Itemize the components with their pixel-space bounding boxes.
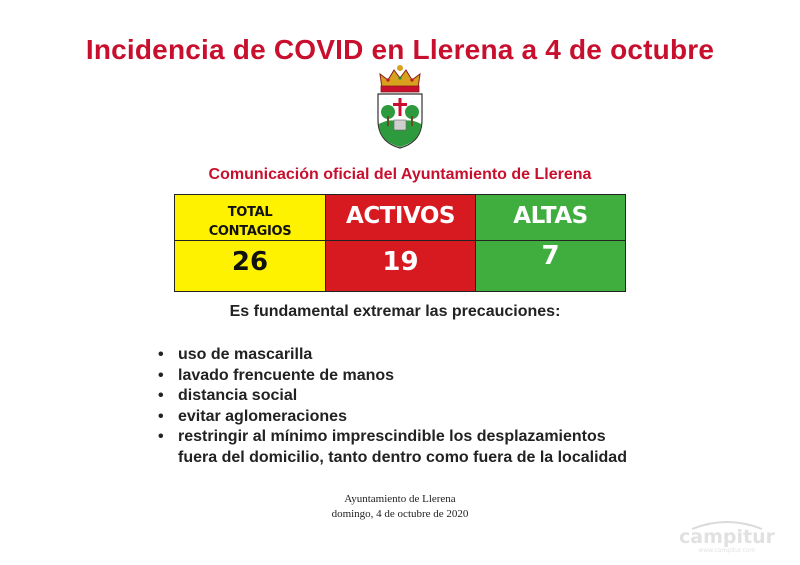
covid-stats-table bbox=[174, 194, 626, 292]
list-item: • evitar aglomeraciones bbox=[158, 407, 627, 428]
list-item bbox=[158, 427, 627, 468]
altas-cell bbox=[475, 195, 625, 291]
footer-line1: Ayuntamiento de Llerena bbox=[344, 493, 456, 505]
total-contagios-value: 26 bbox=[231, 247, 269, 277]
total-contagios-cell bbox=[175, 195, 325, 291]
list-item: • distancia social bbox=[158, 386, 627, 407]
watermark-text: campitur bbox=[679, 526, 775, 548]
activos-label: ACTIVOS bbox=[326, 195, 475, 241]
list-item: • uso de mascarilla bbox=[158, 345, 627, 366]
page-title: Incidencia de COVID en Llerena a 4 de octubre bbox=[85, 34, 715, 65]
total-label-line2: CONTAGIOS bbox=[208, 224, 292, 239]
advice-heading-text: Es fundamental extremar las precauciones: bbox=[229, 303, 561, 320]
subtitle: Comunicación oficial del Ayuntamiento de Llerena bbox=[208, 166, 592, 183]
footer-line2: domingo, 4 de octubre de 2020 bbox=[331, 508, 469, 520]
altas-label: ALTAS bbox=[476, 195, 625, 241]
coat-of-arms-icon bbox=[370, 62, 430, 152]
altas-value: 7 bbox=[541, 241, 560, 271]
total-contagios-label bbox=[175, 195, 325, 241]
list-item-continuation: fuera del domicilio, tanto dentro como fuera de la localidad bbox=[178, 448, 627, 466]
watermark-url: www.campitur.com bbox=[698, 547, 756, 554]
campitur-watermark-logo bbox=[662, 515, 792, 555]
activos-value: 19 bbox=[382, 247, 419, 277]
total-label-line1: TOTAL bbox=[227, 205, 273, 220]
list-item: • lavado frencuente de manos bbox=[158, 366, 627, 387]
activos-cell bbox=[325, 195, 475, 291]
list-item-text: restringir al mínimo imprescindible los desplazamientos bbox=[178, 428, 606, 445]
advice-heading bbox=[0, 303, 800, 321]
precautions-list bbox=[158, 345, 627, 468]
